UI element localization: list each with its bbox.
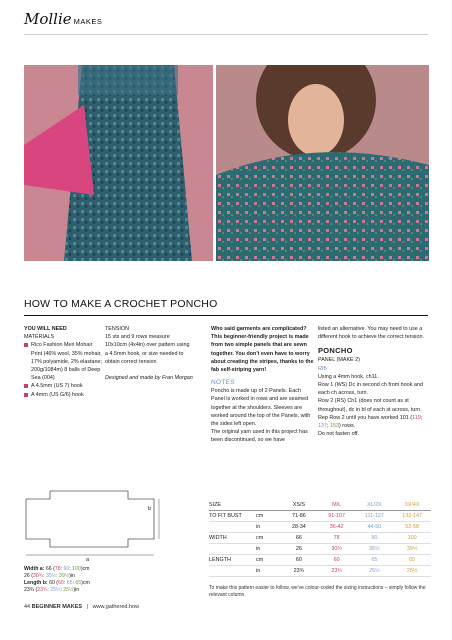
footer-title: BEGINNER MAKES <box>31 604 83 610</box>
row-m: 30¾ <box>331 546 342 552</box>
row-m: 91-107 <box>328 513 346 519</box>
length-in-unit: in <box>75 587 80 593</box>
brand-header <box>24 10 102 34</box>
row-unit: cm <box>256 557 264 563</box>
panel-heading: PANEL (MAKE 2) <box>318 357 360 364</box>
tension-column <box>105 325 193 382</box>
row-label: WIDTH <box>209 535 227 541</box>
size-table-note: To make this pattern easier to follow, we've colour-coded the sizing instructions – simply follow the relevant column. <box>209 585 426 598</box>
row-3x: 100 <box>407 535 417 541</box>
row-m: 60 <box>333 557 340 563</box>
row-unit: in <box>256 568 261 574</box>
row-unit: in <box>256 524 261 530</box>
repeat-text-a: Rep Row 2 until you have worked 101 ( <box>318 414 413 421</box>
size-header-3x: 3X/4X <box>404 502 420 508</box>
notes-paragraph-2: The original yarn used in this project has been discontinued, so we have <box>211 429 308 444</box>
row-m: 36-42 <box>329 524 344 530</box>
you-will-need-heading: YOU WILL NEED <box>24 326 67 332</box>
notes-heading: NOTES <box>211 379 235 387</box>
row-unit: in <box>256 546 261 552</box>
materials-label: MATERIALS <box>24 334 55 341</box>
page-number: 44 <box>24 604 31 610</box>
material-yarn-text: Rico Fashion Meri Mohair Print (46% wool, 35% mohair, 17% polyamide, 2% elastane; 200g/1084m) 8 balls of Deep Sea (004) <box>31 342 103 382</box>
row-xs: 26 <box>295 546 302 552</box>
table-row <box>209 522 431 533</box>
brand-logo-sub: MAKES <box>73 17 103 26</box>
length-in-line: 23¾ (23¾: 25½: 25½)in <box>24 587 80 593</box>
header-divider <box>24 34 428 35</box>
row-xs: 66 <box>295 535 302 541</box>
bullet-square-icon <box>24 343 28 347</box>
poncho-photo-front <box>216 65 429 261</box>
width-3x: 100 <box>72 566 81 572</box>
size-header-m: M/L <box>332 502 342 508</box>
step-repeat <box>318 414 430 430</box>
intro-lead: Who said garments are complicated? This beginner-friendly project is made from two simple panels that are sewn together. You don't even have to worry about creating the stripes, thanks to the fab self-striping yarn! <box>211 326 314 374</box>
measurements-legend <box>24 566 194 594</box>
row-m: 23¾ <box>331 568 342 574</box>
rib-heading: RIB <box>318 365 327 372</box>
row-unit: cm <box>256 513 264 519</box>
length-label: Length b: <box>24 580 48 586</box>
section-title: HOW TO MAKE A CROCHET PONCHO <box>24 298 218 310</box>
table-row <box>209 544 431 555</box>
size-header-label: SIZE <box>209 502 221 508</box>
bullet-square-icon <box>24 393 28 397</box>
width-unit: cm <box>82 566 90 572</box>
width-in-line: 26 (30¾: 35½: 39½)in <box>24 573 75 579</box>
row-3x: 65 <box>409 557 416 563</box>
width-xl: 90 <box>63 566 70 572</box>
footer-url[interactable]: www.gathered.how <box>92 604 140 610</box>
poncho-schematic <box>24 485 164 565</box>
intro-column <box>211 325 314 445</box>
page-footer <box>24 604 139 610</box>
you-will-need-column <box>24 325 104 399</box>
size-header-xl: XL/2X <box>367 502 382 508</box>
width-xs: 66 <box>45 566 52 572</box>
size-table <box>209 500 431 577</box>
row-xl: 35½ <box>369 546 380 552</box>
length-in-xs: 23¾ <box>24 587 35 593</box>
length-xl: 65 <box>66 580 73 586</box>
poncho-photo-side <box>24 65 213 261</box>
width-label: Width a: <box>24 566 45 572</box>
width-in-3x: 39½ <box>58 573 70 579</box>
length-in-m: 23¾ <box>37 587 48 593</box>
row-3x: 132-147 <box>402 513 423 519</box>
row-unit: cm <box>256 535 264 541</box>
bullet-square-icon <box>24 384 28 388</box>
repeat-sep-1: ; <box>420 414 423 421</box>
step-1: Using a 4mm hook, ch11. <box>318 373 379 380</box>
width-in-xs: 26 <box>24 573 30 579</box>
row-xl: 25½ <box>369 568 380 574</box>
row-label: LENGTH <box>209 557 231 563</box>
row-xl: 44-50 <box>367 524 382 530</box>
row-xs: 28-34 <box>291 524 306 530</box>
repeat-size-m: 119 <box>412 414 421 421</box>
length-3x: 65 <box>75 580 82 586</box>
row-xl: 90 <box>371 535 378 541</box>
length-xs: 60 <box>49 580 55 586</box>
dimension-label-b: b <box>148 506 152 512</box>
width-in-unit: in <box>70 573 75 579</box>
notes-continued: listed an alternative. You may need to use a different hook to achieve the correct tension. <box>318 326 424 341</box>
step-row-2: Row 2 (RS) Ch1 (does not count as st throughout), dc in bl of each st across, turn. <box>318 398 422 413</box>
width-in-xl: 35½ <box>45 573 57 579</box>
material-hook-1-text: A 4.5mm (US 7) hook <box>31 383 83 390</box>
notes-paragraph-1: Poncho is made up of 2 Panels. Each Panel is worked in rows and are seamed together at the shoulders. Sleeves are worked around the top of the Panels, with the sides left open. <box>211 388 311 428</box>
size-header-xs: XS/S <box>292 502 306 508</box>
repeat-text-b: ) rows. <box>339 423 356 430</box>
repeat-size-xl: 153 <box>330 423 339 430</box>
repeat-sep-2: ; <box>327 423 330 430</box>
dimension-label-a: a <box>86 557 90 563</box>
row-xl: 65 <box>371 557 378 563</box>
designer-credit: Designed and made by Fran Morgan <box>105 375 193 382</box>
width-cm-line: Width a: 66 (78: 90: 100)cm <box>24 566 90 572</box>
poncho-heading: PONCHO <box>318 346 353 356</box>
table-row <box>209 566 431 577</box>
table-row <box>209 533 431 544</box>
length-unit: cm <box>82 580 90 586</box>
row-xs: 23¾ <box>293 568 305 574</box>
material-hook-2-text: A 4mm (US G/6) hook <box>31 391 84 398</box>
row-xs: 60 <box>295 557 302 563</box>
material-yarn <box>24 341 104 382</box>
row-3x: 25½ <box>406 568 418 574</box>
step-row-1: Row 1 (WS) Dc in second ch from hook and each ch across, turn. <box>318 382 423 397</box>
length-cm-line: Length b: 60 (60: 65: 65)cm <box>24 580 90 586</box>
row-label: TO FIT BUST <box>209 513 242 519</box>
pattern-column <box>318 325 430 438</box>
width-m: 78 <box>54 566 61 572</box>
tension-body: 15 sts and 9 rows measure 10x10cm (4x4in) over pattern using a 4.5mm hook, or size needed to obtain correct tension <box>105 334 190 365</box>
row-xs: 71-86 <box>291 513 306 519</box>
row-m: 78 <box>333 535 340 541</box>
footer-separator: | <box>86 604 89 610</box>
size-table-header <box>209 500 431 511</box>
brand-logo-script: Mollie <box>24 10 72 28</box>
length-in-xl: 25½ <box>50 587 61 593</box>
length-m: 60 <box>58 580 64 586</box>
repeat-size-l: 137 <box>318 423 327 430</box>
material-hook-2 <box>24 391 104 399</box>
row-3x: 52-58 <box>405 524 420 530</box>
length-in-3x: 25½ <box>63 587 74 593</box>
row-3x: 39½ <box>406 546 418 552</box>
table-row <box>209 511 431 522</box>
material-hook-1 <box>24 382 104 390</box>
table-row <box>209 555 431 566</box>
tension-heading: TENSION <box>105 326 129 332</box>
width-in-m: 30¾ <box>32 573 44 579</box>
step-fasten: Do not fasten off. <box>318 431 359 438</box>
section-divider <box>24 315 428 316</box>
row-xl: 111-127 <box>364 513 384 519</box>
